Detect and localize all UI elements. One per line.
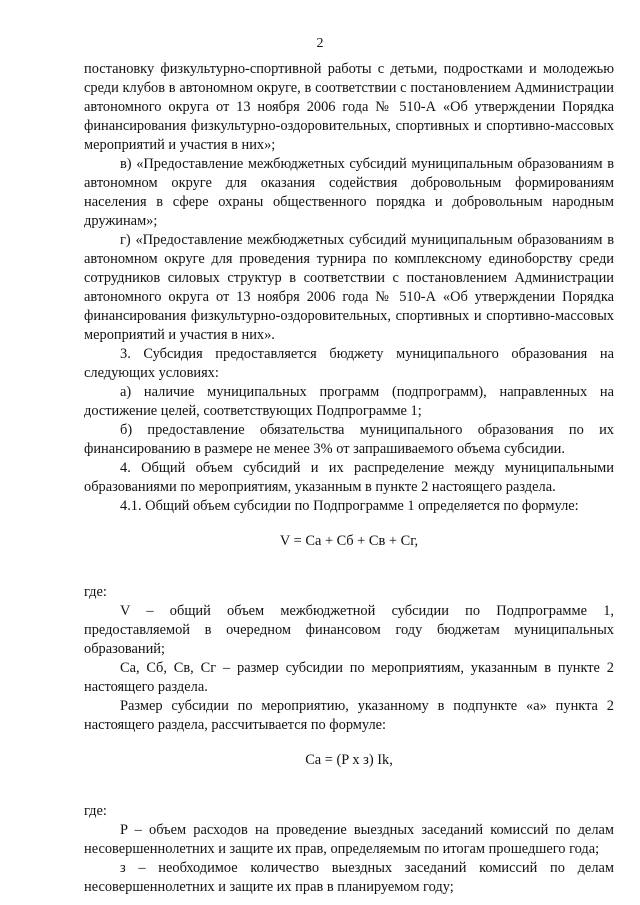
definition-v: V – общий объем межбюджетной субсидии по Подпрограмме 1, предоставляемой в очередном финансовом году бюджетам муниципальных образований; bbox=[84, 603, 614, 657]
formula-total-volume: V = Cа + Cб + Cв + Cг, bbox=[279, 533, 419, 549]
paragraph-condition-b: б) предоставление обязательства муниципального образования по их финансированию в размере не менее 3% от запрашиваемого объема субсидии. bbox=[84, 422, 614, 457]
document-body bbox=[84, 60, 614, 897]
paragraph-section-4-1: 4.1. Общий объем субсидии по Подпрограмме 1 определяется по формуле: bbox=[120, 498, 579, 514]
paragraph-condition-a: а) наличие муниципальных программ (подпрограмм), направленных на достижение целей, соответствующих Подпрограмме 1; bbox=[84, 384, 614, 419]
paragraph-section-4: 4. Общий объем субсидий и их распределение между муниципальными образованиями по мероприятиям, указанным в пункте 2 настоящего раздела. bbox=[84, 460, 614, 495]
paragraph-section-3: 3. Субсидия предоставляется бюджету муниципального образования на следующих условиях: bbox=[84, 346, 614, 381]
definition-p: P – объем расходов на проведение выездных заседаний комиссий по делам несовершеннолетних и защите их прав, определяемым по итогам прошедшего года; bbox=[84, 822, 614, 857]
paragraph-item-g: г) «Предоставление межбюджетных субсидий муниципальным образованиям в автономном округе для проведения турнира по комплексному единоборству среди сотрудников силовых структур в соответствии с постановлением Администрации автономного округа от 13 ноября 2006 года № 510-А «Об утверждении Порядка финансирования физкультурно-оздоровительных, спортивных и спортивно-массовых мероприятий и участия в них». bbox=[84, 232, 614, 343]
page-number: 2 bbox=[316, 36, 324, 51]
formula-subsidy-a: Cа = (P х з) Ik, bbox=[305, 752, 393, 768]
definition-z: з – необходимое количество выездных заседаний комиссий по делам несовершеннолетних и защите их прав в планируемом году; bbox=[84, 860, 614, 895]
paragraph-subsidy-a: Размер субсидии по мероприятию, указанному в подпункте «а» пункта 2 настоящего раздела, рассчитывается по формуле: bbox=[84, 698, 614, 733]
paragraph-continuation: постановку физкультурно-спортивной работы с детьми, подростками и молодежью среди клубов в автономном округе, в соответствии с постановлением Администрации автономного округа от 13 ноября 2006 года № 510-А «Об утверждении Порядка финансирования физкультурно-оздоровительных, спортивных и спортивно-массовых мероприятий и участия в них»; bbox=[84, 61, 614, 153]
definition-c: Cа, Cб, Cв, Cг – размер субсидии по мероприятиям, указанным в пункте 2 настоящего раздела. bbox=[84, 660, 614, 695]
where-label-2: где: bbox=[84, 803, 107, 819]
paragraph-item-v: в) «Предоставление межбюджетных субсидий муниципальным образованиям в автономном округе для оказания содействия добровольным формированиям населения в сфере охраны общественного порядка и добровольным народным дружинам»; bbox=[84, 156, 614, 229]
where-label: где: bbox=[84, 584, 107, 600]
